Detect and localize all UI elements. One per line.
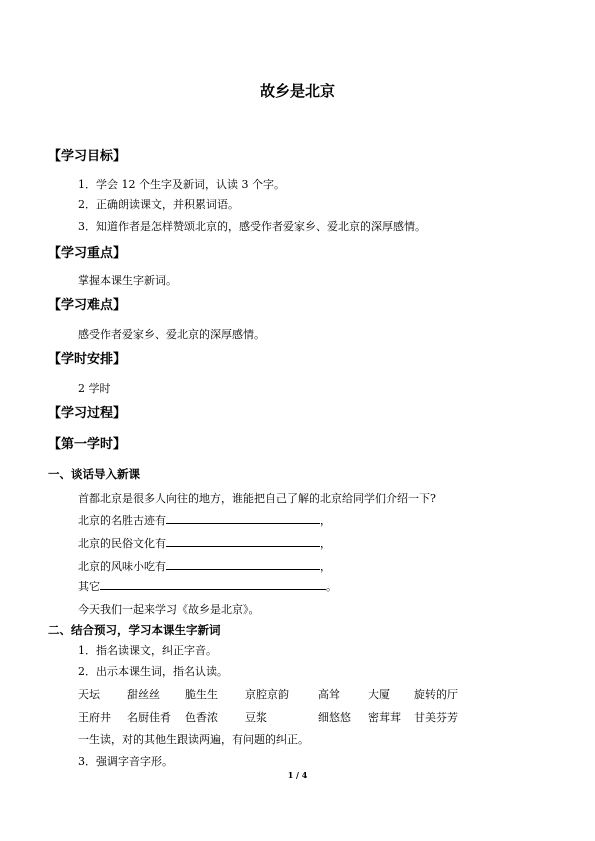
word-1-2: 甜丝丝 <box>127 688 160 701</box>
fill-end: ， <box>320 514 331 527</box>
goal-item-2: 2．正确朗读课文，并积累词语。 <box>78 198 239 211</box>
part1-intro: 首都北京是很多人向往的地方，谁能把自己了解的北京给同学们介绍一下? <box>78 492 436 505</box>
word-2-2: 名厨佳肴 <box>127 711 171 724</box>
time-heading: 【学时安排】 <box>48 352 127 367</box>
answer-blank[interactable] <box>166 535 320 547</box>
part2-step3: 3．强调字音字形。 <box>78 755 173 768</box>
time-text: 2 学时 <box>78 382 111 395</box>
page-title: 故乡是北京 <box>259 82 335 100</box>
fill-end: 。 <box>326 580 337 593</box>
word-1-7: 旋转的厅 <box>414 688 458 701</box>
word-2-5: 细悠悠 <box>318 711 351 724</box>
word-1-4: 京腔京韵 <box>245 688 289 701</box>
part2-step1: 1．指名读课文，纠正字音。 <box>78 644 217 657</box>
fill-label: 北京的名胜古迹有 <box>78 514 166 527</box>
word-2-3: 色香浓 <box>185 711 218 724</box>
word-2-6: 密茸茸 <box>368 711 401 724</box>
answer-blank[interactable] <box>166 558 320 570</box>
fill-line-snacks <box>78 558 331 574</box>
goals-heading: 【学习目标】 <box>48 149 127 164</box>
word-1-5: 高耸 <box>318 688 340 701</box>
fill-label: 北京的风味小吃有 <box>78 560 166 573</box>
word-2-4: 豆浆 <box>245 711 267 724</box>
word-2-1: 王府井 <box>78 711 111 724</box>
goal-item-1: 1．学会 12 个生字及新词，认读 3 个字。 <box>78 178 285 191</box>
period1-heading: 【第一学时】 <box>48 437 127 452</box>
process-heading: 【学习过程】 <box>48 406 127 421</box>
word-1-1: 天坛 <box>78 688 100 701</box>
fill-line-folk <box>78 535 331 551</box>
part2-follow: 一生读，对的其他生跟读两遍，有问题的纠正。 <box>78 733 309 746</box>
fill-end: ， <box>320 560 331 573</box>
page-number: 1 / 4 <box>287 770 308 780</box>
part2-heading: 二、结合预习，学习本课生字新词 <box>48 623 221 637</box>
fill-label: 其它 <box>78 580 100 593</box>
key-heading: 【学习重点】 <box>48 246 127 261</box>
answer-blank[interactable] <box>166 512 320 524</box>
part2-step2: 2．出示本课生词，指名认读。 <box>78 665 228 678</box>
key-text: 掌握本课生字新词。 <box>78 274 177 287</box>
difficulty-heading: 【学习难点】 <box>48 298 127 313</box>
fill-end: ， <box>320 537 331 550</box>
goal-item-3: 3．知道作者是怎样赞颂北京的，感受作者爱家乡、爱北京的深厚感情。 <box>78 220 426 233</box>
fill-line-other <box>78 578 337 594</box>
word-1-3: 脆生生 <box>185 688 218 701</box>
part1-closing: 今天我们一起来学习《故乡是北京》。 <box>78 603 260 616</box>
answer-blank[interactable] <box>100 578 326 590</box>
part1-heading: 一、谈话导入新课 <box>48 467 140 481</box>
fill-label: 北京的民俗文化有 <box>78 537 166 550</box>
fill-line-sights <box>78 512 331 528</box>
word-1-6: 大厦 <box>368 688 390 701</box>
word-2-7: 甘美芬芳 <box>414 711 458 724</box>
difficulty-text: 感受作者爱家乡、爱北京的深厚感情。 <box>78 328 265 341</box>
